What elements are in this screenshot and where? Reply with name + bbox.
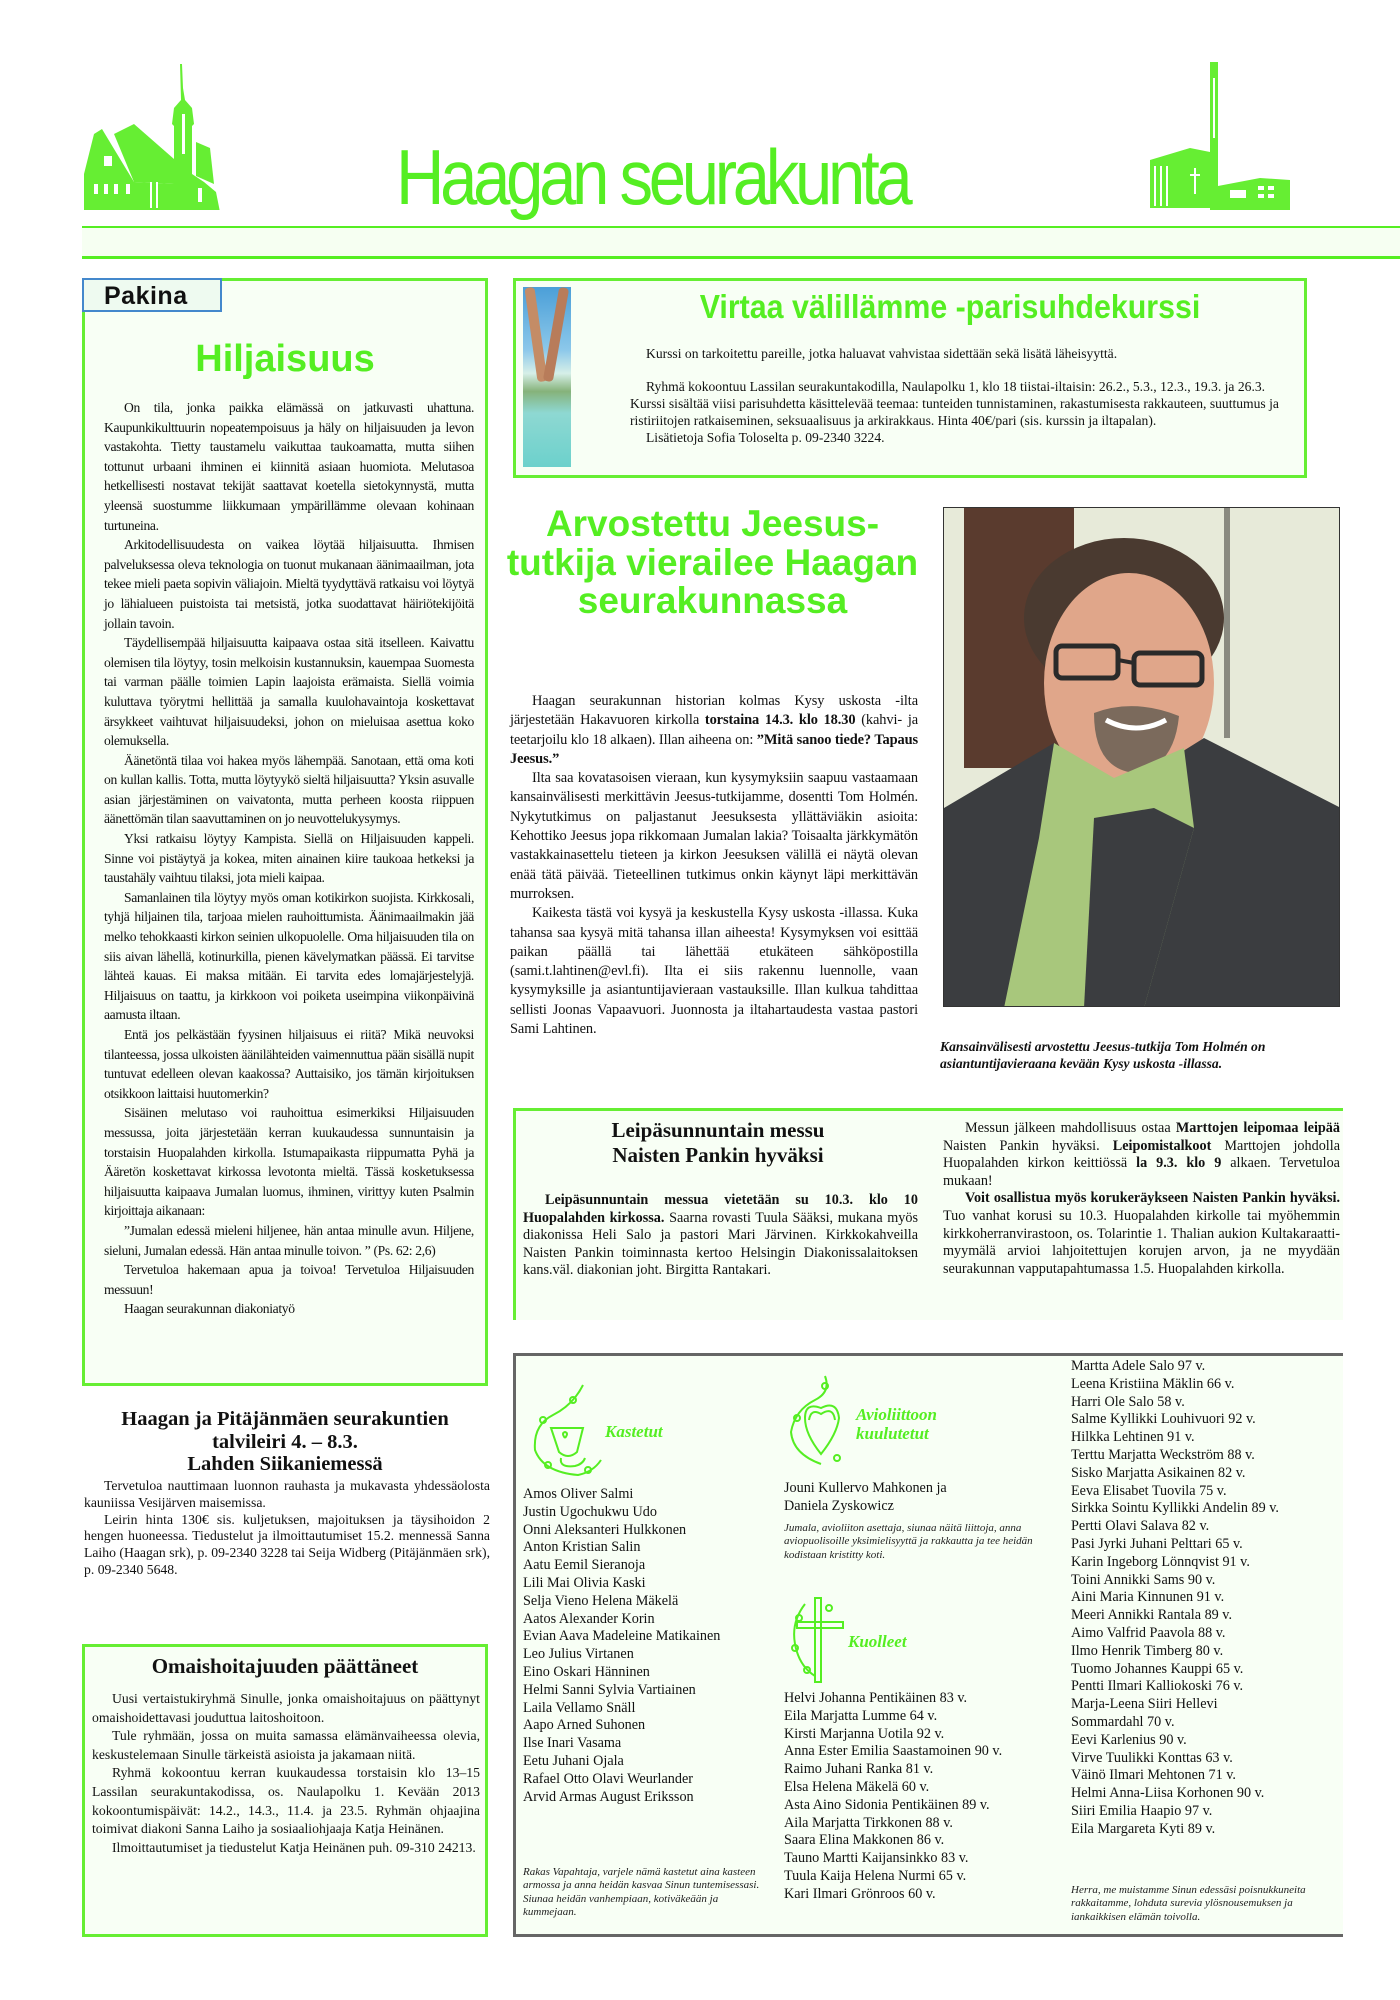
event-topic: ”Mitä sanoo tiede? Tapaus Jeesus.” xyxy=(510,731,918,767)
masthead-rule-bottom xyxy=(82,256,1400,259)
parisuhde-title: Virtaa välillämme -parisuhdekurssi xyxy=(699,288,1201,325)
pakina-paragraph: Arkitodellisuudesta on vaikea löytää hiljaisuutta. Ihmisen palveluksessa oleva teknologia on tuonut mukanaan äänimaailman, jota tekee mieli paeta sopivin väliajoin. Mieltä tyydyttävä ratkaisu voi löytyä jo lähialueen puistoista tai metsistä, jotka suodattavat häiriötekijöitä jollain tavoin. xyxy=(104,537,474,631)
list-item: Leena Kristiina Mäklin 66 v. xyxy=(1071,1375,1235,1392)
leipasunnuntai-body-right xyxy=(943,1120,1340,1278)
text: Marttojen johdolla Huopalahden kirkon keittiössä xyxy=(943,1137,1340,1172)
title-line: Leipäsunnuntain messu xyxy=(611,1118,825,1142)
list-item: Raimo Juhani Ranka 81 v. xyxy=(784,1761,934,1778)
parisuhde-intro: Kurssi on tarkoitettu pareille, jotka haluavat vahvistaa sidettään sekä lisätä läheisyyttä. xyxy=(646,346,1118,361)
heart-icon xyxy=(785,1372,855,1468)
list-item: Pentti Ilmari Kalliokoski 76 v. xyxy=(1071,1678,1244,1695)
text: Tuo vanhat korusi su 10.3. Huopalahden kirkolle tai myöhemmin kirkkoherranvirastoon, os. Tolarintie 1. Thalian aukion Kultakaraatti-myymälä arvioi lahjoitettujen korujen arvon, ja ne myydään seurakunnan vapputapahtumassa 1.5. Huopalahden kirkolla. xyxy=(943,1207,1340,1277)
list-item: Eila Margareta Kyti 89 v. xyxy=(1071,1820,1216,1837)
jeesus-article-title: Arvostettu Jeesus-tutkija vierailee Haagan seurakunnassa xyxy=(506,503,919,621)
text: Messun jälkeen mahdollisuus ostaa xyxy=(965,1120,1176,1136)
article-paragraph: Ilmoittautumiset ja tiedustelut Katja Heinänen puh. 09-310 24213. xyxy=(112,1839,476,1855)
kastetut-label: Kastetut xyxy=(605,1422,663,1441)
list-item: Anton Kristian Salin xyxy=(523,1539,641,1556)
list-item: Amos Oliver Salmi xyxy=(523,1486,634,1502)
list-item: Sisko Marjatta Asikainen 82 v. xyxy=(1071,1464,1246,1481)
article-paragraph: Leirin hinta 130€ sis. kuljetuksen, majoituksen ja täysihoidon 2 hengen huoneessa. Tiedustelut ja ilmoittautumiset 15.2. mennessä Sanna Laiho (Haagan srk), p. 09-2340 3228 tai Seija Widberg (Pitäjänmäen srk), p. 09-2340 5648. xyxy=(84,1511,490,1577)
list-item: Lili Mai Olivia Kaski xyxy=(523,1574,646,1591)
masthead-band xyxy=(82,228,1400,257)
article-paragraph: Kaikesta tästä voi kysyä ja keskustella Kysy uskosta -illassa. Kuka tahansa saa kysyä mitä tahansa illan aiheesta! Kysymyksen voi esittää paikan päällä tai lähettää etukäteen sähköpostilla (sami.t.lahtinen@evl.fi). Ilta ei siis rakennu luennolle, vaan kysymyksille ja asiantuntijavieraan vastauksille. Illan kulkua tahdittaa sellisti Joonas Vapaavuori. Juonnosta ja iltahartaudesta vastaa pastori Sami Lahtinen. xyxy=(510,905,918,1038)
list-item: Pertti Olavi Salava 82 v. xyxy=(1071,1518,1210,1535)
list-item: Aimo Valfrid Paavola 88 v. xyxy=(1071,1624,1226,1641)
pakina-paragraph: Yksi ratkaisu löytyy Kampista. Siellä on Hiljaisuuden kappeli. Sinne voi pistäytyä ja kokea, miten ainainen kiire taukoaa hetkeksi ja taustahäly vaihtuu tilaksi, jota mieli kaipaa. xyxy=(104,831,474,886)
title-line: talvileiri 4. – 8.3. xyxy=(212,1430,358,1453)
talvileiri-title xyxy=(82,1408,488,1476)
list-item: Eevi Karlenius 90 v. xyxy=(1071,1731,1187,1748)
list-item: Tuula Kaija Helena Nurmi 65 v. xyxy=(784,1867,967,1884)
list-item: Rafael Otto Olavi Weurlander xyxy=(523,1770,693,1787)
pakina-paragraph: Sisäinen melutaso voi rauhoittua esimerkiksi Hiljaisuuden messussa, joita järjestetään kerran kuukaudessa sunnuntaisin ja torstaisin Huopalahden kirkolla. Istumapaikasta riippumatta Pyhä ja Ääretön koskettavat kirkossa levotonta mieltä. Tässä kosketuksessa hiljaisuutta kaipaava Jumalan luomus, ihminen, virittyy kuten Psalmin kirjoittaja aikanaan: xyxy=(104,1105,474,1219)
masthead-title: Haagan seurakunta xyxy=(396,133,909,221)
kuolleet-list-col2 xyxy=(1071,1358,1341,1839)
list-item: Hilkka Lehtinen 91 v. xyxy=(1071,1429,1195,1446)
event-highlight: Leipäsunnuntain messua vietetään su 10.3. klo 10 Huopalahden kirkossa. xyxy=(523,1192,918,1226)
church-illustration-left-icon xyxy=(84,64,284,210)
list-item: Pasi Jyrki Juhani Pelttari 65 v. xyxy=(1071,1535,1243,1552)
pakina-body xyxy=(104,398,474,1319)
label-line: kuulutetut xyxy=(856,1424,929,1443)
article-paragraph: Uusi vertaistukiryhmä Sinulle, jonka omaishoitajuus on päättynyt omaishoidettavasi jouduttua laitoshoitoon. xyxy=(92,1691,480,1725)
title-line: Naisten Pankin hyväksi xyxy=(612,1143,824,1167)
list-item: Salme Kyllikki Louhivuori 92 v. xyxy=(1071,1411,1256,1428)
couple-name: Jouni Kullervo Mahkonen ja xyxy=(784,1480,947,1496)
couple-name: Daniela Zyskowicz xyxy=(784,1497,894,1514)
list-item: Toini Annikki Sams 90 v. xyxy=(1071,1571,1216,1588)
leipasunnuntai-title xyxy=(513,1118,923,1168)
list-item: Kirsti Marjanna Uotila 92 v. xyxy=(784,1725,945,1742)
article-paragraph: Ryhmä kokoontuu kerran kuukaudessa torstaisin klo 13–15 Lassilan seurakuntakodissa, os. Naulapolku 1. Kevään 2013 kokoontumispäivät: 14.2., 14.3., 11.4. ja 23.5. Ryhmän ohjaajina toimivat diakoni Sanna Laiho ja sosiaaliohjaaja Katja Heinänen. xyxy=(92,1765,480,1837)
list-item: Evian Aava Madeleine Matikainen xyxy=(523,1628,721,1645)
parisuhde-details: Ryhmä kokoontuu Lassilan seurakuntakodilla, Naulapolku 1, klo 18 tiistai-iltaisin: 26.2., 5.3., 12.3., 19.3. ja 26.3. Kurssi sisältää viisi parisuhdetta käsittelevää teemaa: tunteiden tunnistaminen, rakastumisesta rakkauteen, suuttumus ja ristiriitojen ratkaiseminen, seksuaalisuus ja arkirakkaus. Hinta 40€/pari (sis. kurssin ja iltapalan). xyxy=(630,379,1279,428)
article-paragraph: Tule ryhmään, jossa on muita samassa elämänvaiheessa olevia, keskustelemaan Sinulle tärkeistä asioista ja jakamaan niitä. xyxy=(92,1728,480,1762)
pakina-title: Hiljaisuus xyxy=(195,338,375,380)
list-item: Virve Tuulikki Konttas 63 v. xyxy=(1071,1749,1233,1766)
pakina-paragraph: Tervetuloa hakemaan apua ja toivoa! Tervetuloa Hiljaisuuden messuun! xyxy=(104,1262,474,1297)
kastetut-list xyxy=(523,1486,763,1806)
list-item: Justin Ugochukwu Udo xyxy=(523,1503,657,1520)
list-item: Anna Ester Emilia Saastamoinen 90 v. xyxy=(784,1743,1003,1760)
list-item: Ilse Inari Vasama xyxy=(523,1735,622,1752)
list-item: Siiri Emilia Haapio 97 v. xyxy=(1071,1802,1213,1819)
text-bold: la 9.3. klo 9 xyxy=(1136,1155,1222,1172)
tom-holmen-photo xyxy=(943,507,1340,1007)
parisuhde-body xyxy=(630,345,1298,446)
omaishoito-body xyxy=(92,1690,480,1857)
kuulutetut-couple xyxy=(784,1480,1044,1516)
kastetut-prayer: Rakas Vapahtaja, varjele nämä kastetut aina kasteen armossa ja anna heidän kasvaa Sinun tuntemisessasi. Siunaa heidän vanhempiaan, kotiväkeään ja kummejaan. xyxy=(523,1866,760,1918)
list-item: Helvi Johanna Pentikäinen 83 v. xyxy=(784,1690,968,1706)
jeesus-article-body xyxy=(510,692,918,1039)
text: Saarna rovasti Tuula Sääksi, mukana myös diakonissa Heli Salo ja pastori Mari Järvinen. Kirkkokahveilla Naisten Pankin toiminnasta kertoo Helsingin Diakonissalaitoksen kans.väl. diakonian joht. Birgitta Rantakari. xyxy=(523,1209,918,1279)
list-item: Asta Aino Sidonia Pentikäinen 89 v. xyxy=(784,1796,990,1813)
list-item: Aatu Eemil Sieranoja xyxy=(523,1557,646,1574)
list-item: Meeri Annikki Rantala 89 v. xyxy=(1071,1607,1233,1624)
list-item: Eeva Elisabet Tuovila 75 v. xyxy=(1071,1482,1227,1499)
list-item: Onni Aleksanteri Hulkkonen xyxy=(523,1521,687,1538)
leipasunnuntai-body-left xyxy=(523,1192,918,1280)
list-item: Kari Ilmari Grönroos 60 v. xyxy=(784,1885,936,1902)
list-item: Helmi Anna-Liisa Korhonen 90 v. xyxy=(1071,1785,1265,1802)
list-item: Karin Ingeborg Lönnqvist 91 v. xyxy=(1071,1553,1250,1570)
list-item: Aila Marjatta Tirkkonen 88 v. xyxy=(784,1814,953,1831)
cross-icon xyxy=(785,1592,851,1684)
list-item: Selja Vieno Helena Mäkelä xyxy=(523,1592,679,1609)
pakina-paragraph: Entä jos pelkästään fyysinen hiljaisuus ei riitä? Mikä neuvoksi tilanteessa, jossa ulkoisten äänilähteiden vaimennuttua pään sisällä nupit tuntuvat edelleen olevan kaakossa? Auttaisiko, jos tämän kirjoituksen otsikkoon laittaisi huutomerkin? xyxy=(104,1027,474,1101)
article-paragraph: Ilta saa kovatasoisen vieraan, kun kysymyksiin saapuu vastaamaan kansainvälisesti merkittävin Jeesus-tutkijamme, dosentti Tom Holmén. Nykytutkimus on paljastanut Jeesuksesta yllättäviäkin asioita: Kehottiko Jeesus jopa rikkomaan Jumalan lakia? Toisaalta järkkymätön vastakkainasettelu tieteen ja kirkon Jeesuksen välillä ei näytä olevan enää tätä päivää. Tieteellinen tutkimus onkin käynyt läpi merkittävän murroksen. xyxy=(510,770,918,902)
list-item: Martta Adele Salo 97 v. xyxy=(1071,1358,1206,1374)
list-item: Eetu Juhani Ojala xyxy=(523,1752,624,1769)
parisuhde-contact: Lisätietoja Sofia Toloselta p. 09-2340 3224. xyxy=(646,430,885,445)
pakina-paragraph: Täydellisempää hiljaisuutta kaipaava ostaa sitä itselleen. Kaivattu olemisen tila löytyy, tosin melkoisin kustannuksin, kauempaa Suomesta tai varman päälle toimien Lapin laajoista erämaista. Siellä voimia kuluttava työrytmi hellittää ja samalla kuulohavaintoja koskettavat ärsykkeet vaihtuvat hiljaisuudeksi, johon on mieluisaa asettua koko olemuksella. xyxy=(104,635,474,749)
photo-caption: Kansainvälisesti arvostettu Jeesus-tutkija Tom Holmén on asiantuntijavieraana kevään Kysy uskosta -illassa. xyxy=(940,1039,1266,1071)
list-item: Saara Elina Makkonen 86 v. xyxy=(784,1832,945,1849)
pakina-quote: ”Jumalan edessä mieleni hiljenee, hän antaa minulle avun. Hiljene, sieluni, Jumalan edessä. Hän antaa minulle toivon. ” (Ps. 62: 2,6) xyxy=(104,1222,474,1258)
list-item: Tauno Martti Kaijansinkko 83 v. xyxy=(784,1850,969,1867)
text: alkaen. Tervetuloa mukaan! xyxy=(943,1155,1340,1189)
list-item: Sirkka Sointu Kyllikki Andelin 89 v. xyxy=(1071,1500,1279,1517)
kuolleet-prayer: Herra, me muistamme Sinun edessäsi poisnukkuneita rakkaitamme, lohduta surevia ylösnousemuksen ja iankaikkisen elämän toivolla. xyxy=(1071,1884,1306,1923)
pakina-paragraph: Samanlainen tila löytyy myös oman kotikirkon suojista. Kirkkosali, tyhjä hiljainen tila, tarjoaa mielen rauhoittumista. Äänimaailmakin jää melko tehokkaasti kirkon seinien ulkopuolelle. Oma hiljaisuuden tila on siis aivan lähellä, kotinurkilla, pienen kävelymatkan päässä. Ei tarvitse lähteä kauas. Ei maksa mitään. Ei tarvita edes lomajärjestelyjä. Hiljaisuus on taattu, ja kirkkoon voi poiketa useimpina viikonpäivinä aamusta iltaan. xyxy=(104,889,474,1023)
list-item: Terttu Marjatta Weckström 88 v. xyxy=(1071,1446,1255,1463)
list-item: Aini Maria Kinnunen 91 v. xyxy=(1071,1589,1225,1606)
text: Haagan seurakunnan historian kolmas Kysy uskosta -ilta järjestetään Hakavuoren kirkolla xyxy=(510,693,918,729)
list-item: Arvid Armas August Eriksson xyxy=(523,1788,694,1805)
list-item: Aapo Arned Suhonen xyxy=(523,1717,646,1734)
kuolleet-list-col1 xyxy=(784,1690,1044,1904)
omaishoito-title: Omaishoitajuuden päättäneet xyxy=(151,1654,419,1678)
list-item: Harri Ole Salo 58 v. xyxy=(1071,1393,1185,1410)
pakina-signature: Haagan seurakunnan diakoniatyö xyxy=(124,1301,295,1317)
list-item: Leo Julius Virtanen xyxy=(523,1646,634,1663)
list-item: Marja-Leena Siiri Hellevi xyxy=(1071,1696,1218,1713)
pakina-paragraph: Äänetöntä tilaa voi hakea myös lähempää. Sanotaan, että oma koti on kullan kallis. Totta, mutta löytyykö sieltä hiljaisuutta? Yksin asuvalle asian järjestäminen on vaivatonta, mutta perheen koosta riippuen äänettömän tilan saavuttaminen on jo neuvottelukysymys. xyxy=(104,752,474,827)
list-item: Väinö Ilmari Mehtonen 71 v. xyxy=(1071,1767,1236,1784)
talvileiri-body xyxy=(84,1478,490,1579)
pakina-tag: Pakina xyxy=(82,278,222,312)
list-item: Laila Vellamo Snäll xyxy=(523,1699,636,1716)
list-item: Eino Oskari Hänninen xyxy=(523,1663,650,1680)
title-line: Lahden Siikaniemessä xyxy=(187,1453,383,1475)
list-item: Elsa Helena Mäkelä 60 v. xyxy=(784,1778,930,1795)
kuulutetut-prayer: Jumala, avioliiton asettaja, siunaa näitä liittoja, anna aviopuolisoille yksimielisyyttä ja rakkautta ja tee heidän kodistaan kristitty koti. xyxy=(784,1522,1033,1561)
list-item: Helmi Sanni Sylvia Vartiainen xyxy=(523,1681,696,1698)
list-item: Tuomo Johannes Kauppi 65 v. xyxy=(1071,1660,1244,1677)
church-illustration-right-icon xyxy=(1150,62,1350,212)
kuulutetut-label xyxy=(856,1405,937,1443)
article-paragraph: Tervetuloa nauttimaan luonnon rauhasta ja mukavasta yhdessäolosta kauniissa Vesijärven maisemissa. xyxy=(84,1478,490,1510)
list-item: Sommardahl 70 v. xyxy=(1071,1713,1175,1730)
label-line: Avioliittoon xyxy=(856,1405,937,1424)
pakina-paragraph: On tila, jonka paikka elämässä on jatkuvasti uhattuna. Kaupunkikulttuurin nopeatempoisuus ja häly on hiljaisuuden ja levon vastakohta. Tietty taustamelu vaikuttaa taukoamatta, mutta siihen tottunut urbaani ihminen ei kiinnitä asiaan huomiota. Melutasoa hetkellisesti nostavat tekijät saattavat koetella sietokynnystä, mutta yleensä suostumme liikkumaan ympärillämme olevaan kohinaan turtuneina. xyxy=(104,400,474,533)
text: (kahvi- ja teetarjoilu klo 18 alkaen). Illan aiheena on: xyxy=(510,712,919,748)
baptism-font-icon xyxy=(523,1380,613,1480)
list-item: Ilmo Henrik Timberg 80 v. xyxy=(1071,1642,1224,1659)
kuolleet-label: Kuolleet xyxy=(848,1632,907,1651)
list-item: Eila Marjatta Lumme 64 v. xyxy=(784,1707,938,1724)
text-bold: Voit osallistua myös korukeräykseen Naisten Pankin hyväksi. xyxy=(965,1190,1340,1207)
title-line: Haagan ja Pitäjänmäen seurakuntien xyxy=(121,1408,449,1430)
list-item: Aatos Alexander Korin xyxy=(523,1610,655,1627)
text: Naisten Pankin hyväksi. xyxy=(943,1137,1113,1154)
text-bold: Leipomistalkoot xyxy=(1112,1137,1212,1154)
event-datetime: torstaina 14.3. klo 18.30 xyxy=(704,712,856,729)
holding-hands-photo xyxy=(523,287,571,467)
text-bold: Marttojen leipomaa leipää xyxy=(1175,1120,1340,1136)
